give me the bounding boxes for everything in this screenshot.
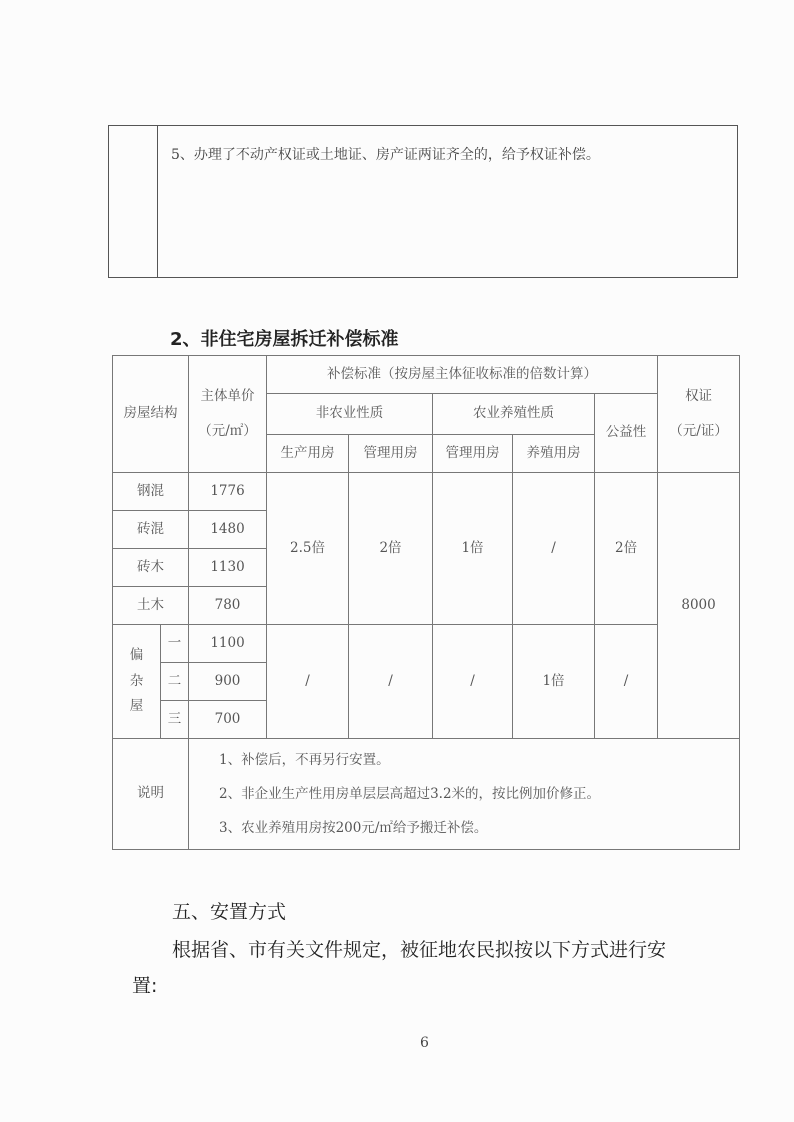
table-cell-text: 5、办理了不动产权证或土地证、房产证两证齐全的，给予权证补偿。 bbox=[171, 147, 600, 163]
header-sub: 生产用房 bbox=[267, 435, 349, 473]
table-row bbox=[113, 473, 740, 511]
header-sub: 管理用房 bbox=[349, 435, 433, 473]
misc-label: 偏杂屋 bbox=[113, 625, 161, 739]
structure-type: 砖木 bbox=[113, 549, 189, 587]
note-item: 3、农业养殖用房按200元/㎡给予搬迁补偿。 bbox=[219, 820, 488, 836]
page-number: 6 bbox=[420, 1035, 429, 1051]
structure-type: 砖混 bbox=[113, 511, 189, 549]
body-paragraph bbox=[132, 932, 742, 1004]
unit-price: 1480 bbox=[189, 511, 267, 549]
table-divider bbox=[157, 126, 158, 277]
factor: 2倍 bbox=[349, 473, 433, 625]
factor: 1倍 bbox=[433, 473, 513, 625]
notes-row bbox=[113, 739, 740, 850]
note-item: 1、补偿后，不再另行安置。 bbox=[219, 752, 390, 768]
factor: 1倍 bbox=[513, 625, 595, 739]
factor: 2.5倍 bbox=[267, 473, 349, 625]
grade: 一 bbox=[161, 625, 189, 663]
header-structure: 房屋结构 bbox=[113, 356, 189, 473]
structure-type: 钢混 bbox=[113, 473, 189, 511]
unit-price: 1130 bbox=[189, 549, 267, 587]
header-price: 主体单价 （元/㎡） bbox=[189, 356, 267, 473]
unit-price: 780 bbox=[189, 587, 267, 625]
factor: 2倍 bbox=[595, 473, 658, 625]
factor: / bbox=[267, 625, 349, 739]
header-public: 公益性 bbox=[595, 394, 658, 473]
previous-table-fragment bbox=[108, 125, 738, 278]
header-cert: 权证 （元/证） bbox=[658, 356, 740, 473]
unit-price: 700 bbox=[189, 701, 267, 739]
unit-price: 900 bbox=[189, 663, 267, 701]
factor: / bbox=[513, 473, 595, 625]
cert-value: 8000 bbox=[658, 473, 740, 739]
grade: 三 bbox=[161, 701, 189, 739]
header-sub: 养殖用房 bbox=[513, 435, 595, 473]
header-agri: 农业养殖性质 bbox=[433, 394, 595, 435]
paragraph-line: 根据省、市有关文件规定，被征地农民拟按以下方式进行安 bbox=[172, 939, 667, 961]
unit-price: 1100 bbox=[189, 625, 267, 663]
header-compensation: 补偿标准（按房屋主体征收标准的倍数计算） bbox=[267, 356, 658, 394]
header-sub: 管理用房 bbox=[433, 435, 513, 473]
paragraph-line: 置: bbox=[132, 975, 158, 997]
table-row bbox=[113, 625, 740, 663]
grade: 二 bbox=[161, 663, 189, 701]
unit-price: 1776 bbox=[189, 473, 267, 511]
factor: / bbox=[433, 625, 513, 739]
factor: / bbox=[349, 625, 433, 739]
notes bbox=[189, 739, 740, 850]
structure-type: 土木 bbox=[113, 587, 189, 625]
section-title: 五、安置方式 bbox=[172, 901, 287, 923]
compensation-table bbox=[112, 355, 740, 850]
notes-label: 说明 bbox=[113, 739, 189, 850]
section-title: 2、非住宅房屋拆迁补偿标准 bbox=[170, 329, 399, 350]
note-item: 2、非企业生产性用房单层层高超过3.2米的，按比例加价修正。 bbox=[219, 786, 601, 802]
header-nonagri: 非农业性质 bbox=[267, 394, 433, 435]
factor: / bbox=[595, 625, 658, 739]
